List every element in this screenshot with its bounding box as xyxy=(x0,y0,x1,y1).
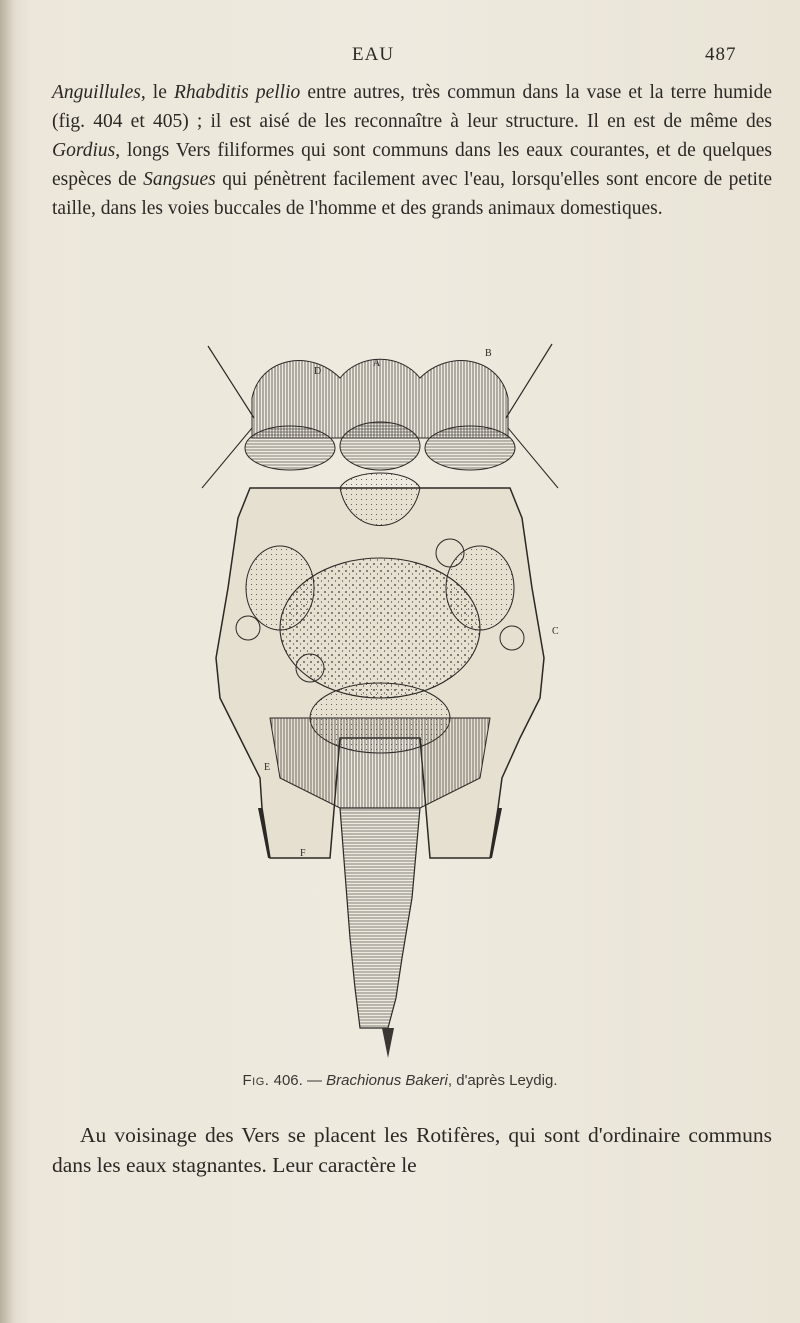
paragraph-text: Au voisinage des Vers se placent les Rotifères, qui sont d'ordinaire communs dans les eaux stagnantes. Leur caractère le xyxy=(52,1123,772,1177)
caption-source: , d'après Leydig. xyxy=(447,1072,558,1089)
running-head-title: EAU xyxy=(352,44,395,65)
text-segment: entre autres, très commun dans la vase et la terre humide (fig. 404 et 405) ; il est aisé de les reconnaître à leur structure. Il en est de même des xyxy=(52,82,772,132)
paragraph-anguillules xyxy=(52,78,772,223)
spine-outer-left xyxy=(202,428,252,488)
label-b: B xyxy=(485,348,492,359)
label-c: C xyxy=(552,626,559,637)
label-f: F xyxy=(300,848,306,859)
corona-lobe-right xyxy=(425,426,515,470)
term-sangsues: Sangsues xyxy=(143,169,216,190)
rotifer-engraving xyxy=(190,338,570,1068)
caption-number: 406. — xyxy=(269,1072,327,1089)
figure-caption xyxy=(0,1072,800,1089)
page-gutter-shadow xyxy=(0,0,14,1323)
running-head xyxy=(0,44,800,72)
caption-fig-prefix: Fig. xyxy=(242,1072,270,1089)
label-e: E xyxy=(264,762,271,773)
label-d: D xyxy=(314,366,322,377)
text-segment: , longs Vers filiformes qui sont communs dans les eaux courantes, et de quelques espèces de xyxy=(52,140,772,190)
term-anguillules: Anguillules xyxy=(52,82,141,103)
foot xyxy=(340,808,420,1028)
caption-species: Brachionus Bakeri xyxy=(326,1072,448,1089)
page-number: 487 xyxy=(705,44,737,65)
text-segment: qui pénètrent facilement avec l'eau, lorsqu'elles sont encore de petite taille, dans les voies buccales de l'homme et des grands animaux domestiques. xyxy=(52,169,772,219)
term-gordius: Gordius xyxy=(52,140,116,161)
figure-brachionus-illustration xyxy=(190,338,570,1068)
label-a: A xyxy=(373,358,381,369)
spine-outer-right xyxy=(508,428,558,488)
corona-lobe-center xyxy=(340,422,420,470)
paragraph-rotiferes xyxy=(52,1120,772,1180)
text-segment: , le xyxy=(140,82,174,103)
gland-left xyxy=(246,546,314,630)
gland-right xyxy=(446,546,514,630)
term-rhabditis: Rhabditis pellio xyxy=(173,82,301,103)
toe xyxy=(382,1028,394,1058)
spine-left xyxy=(208,346,254,418)
corona-lobe-left xyxy=(245,426,335,470)
paragraph-text xyxy=(52,78,772,223)
spine-right xyxy=(506,344,552,418)
